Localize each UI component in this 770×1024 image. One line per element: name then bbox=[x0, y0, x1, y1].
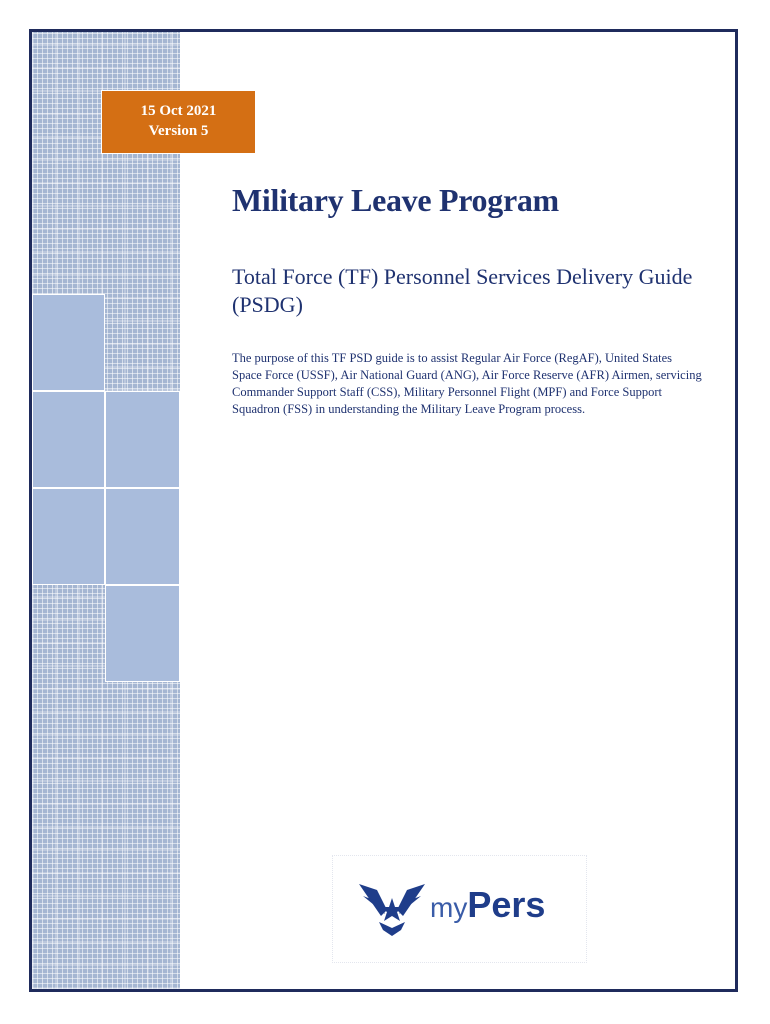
logo-my-text: my bbox=[430, 892, 468, 923]
version-label: Version 5 bbox=[148, 123, 209, 139]
version-badge bbox=[101, 90, 256, 154]
air-force-symbol-icon bbox=[357, 876, 427, 940]
decorative-block bbox=[105, 488, 180, 585]
decorative-block bbox=[105, 391, 180, 488]
decorative-block bbox=[32, 391, 105, 488]
document-subtitle: Total Force (TF) Personnel Services Delivery Guide (PSDG) bbox=[232, 264, 693, 317]
mypers-logo bbox=[332, 855, 587, 963]
logo-pers-text: Pers bbox=[467, 884, 546, 925]
document-title: Military Leave Program bbox=[232, 182, 559, 218]
purpose-statement: The purpose of this TF PSD guide is to assist Regular Air Force (RegAF), United States Space Force (USSF), Air National Guard (ANG), Air Force Reserve (AFR) Airmen, servicing Commander Support Staff (CSS), Military Personnel Flight (MPF) and Force Support Squadron (FSS) in understanding the Military Leave Program process. bbox=[232, 351, 702, 416]
mypers-wordmark bbox=[430, 884, 545, 926]
decorative-side-panel bbox=[32, 32, 180, 989]
decorative-block bbox=[32, 488, 105, 585]
publication-date: 15 Oct 2021 bbox=[140, 103, 217, 119]
decorative-block bbox=[105, 585, 180, 682]
cover-page bbox=[29, 29, 738, 992]
decorative-block bbox=[32, 294, 105, 391]
